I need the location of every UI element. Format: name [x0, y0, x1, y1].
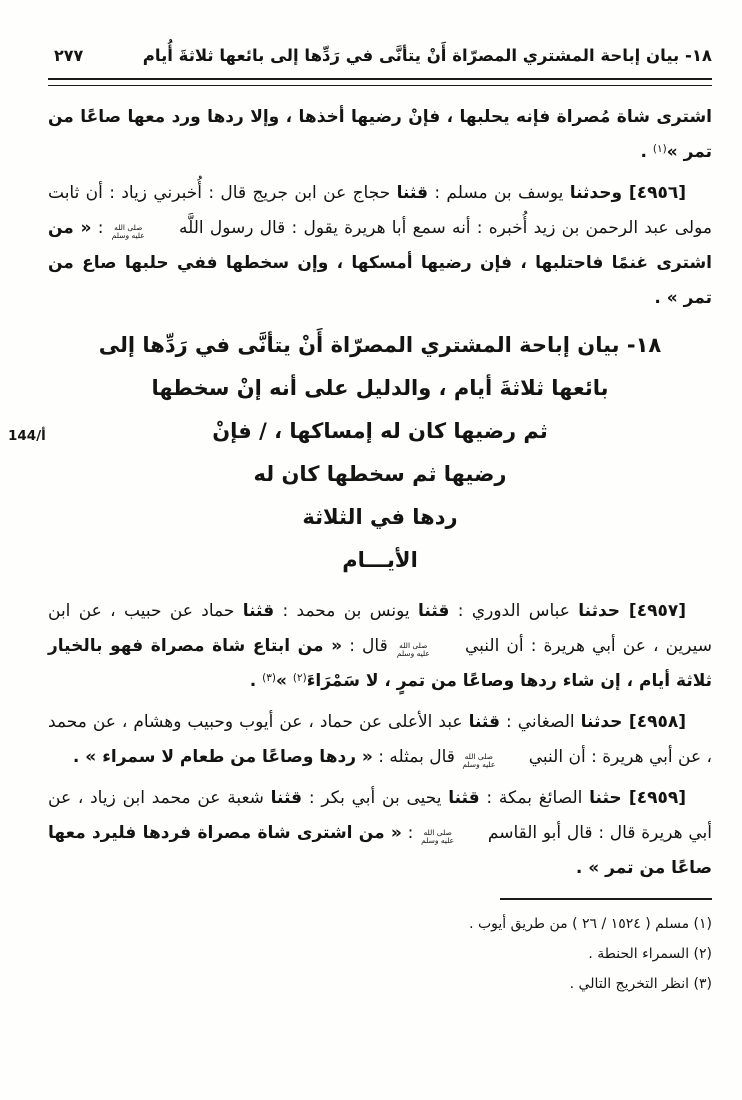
hadith-text-bold: [٤٩٥٦] [622, 183, 686, 203]
hadith-text-bold: » [275, 671, 293, 691]
header-double-rule [48, 78, 712, 86]
honorific-saw-ligature: صلى الله عليه وسلم [462, 751, 496, 769]
isnad-text: حماد عن حبيب ، عن ابن سيرين ، عن أبي هريرة : أن النبي [48, 601, 712, 656]
isnad-text: : [401, 823, 420, 843]
isnad-text: يوسف بن مسلم : [427, 183, 570, 203]
hadith-text-bold: قثنا [417, 601, 450, 621]
hadith-text-bold: « ردها وصاعًا من طعام لا سمراء » . [72, 747, 373, 767]
footnote-separator-rule [500, 898, 712, 900]
hadith-4958 [48, 705, 712, 775]
isnad-text: : [91, 218, 110, 238]
hadith-paragraphs-top [48, 100, 712, 316]
isnad-text: قال بمثله : [372, 747, 461, 767]
section-heading-line: رضيها ثم سخطها كان له [253, 462, 507, 486]
hadith-text-bold: « من اشترى غنمًا فاحتلبها ، فإن رضيها أمسكها ، وإن سخطها ففي حلبها صاع من تمر » . [48, 218, 712, 308]
hadith-text-bold: [٤٩٥٩] [621, 788, 686, 808]
hadith-text-bold: . [249, 671, 263, 691]
hadith-text-bold: قثنا [468, 712, 500, 732]
section-heading-line: الأيـــام [342, 548, 418, 572]
honorific-saw-ligature: صلى الله عليه وسلم [396, 640, 430, 658]
hadith-text-bold: حثنا [589, 788, 622, 808]
hadith-text-bold: قثنا [270, 788, 303, 808]
isnad-text: الصغاني : [499, 712, 581, 732]
hadith-4955-continuation [48, 100, 712, 170]
hadith-4957 [48, 594, 712, 699]
section-heading-line: ١٨- بيان إباحة المشتري المصرّاة أَنْ يتأنَّى في رَدِّها إلى [98, 333, 662, 357]
footnote-item: (٢) السمراء الحنطة . [588, 946, 712, 962]
hadith-text-bold: « من اشترى شاة مصراة فردها فليرد معها صاعًا من تمر » . [48, 823, 712, 878]
hadith-text-bold: قثنا [448, 788, 480, 808]
hadith-text-bold: وحدثنا [569, 183, 623, 203]
section-heading-line: بائعها ثلاثةَ أيام ، والدليل على أنه إنْ سخطها [151, 376, 609, 400]
footnotes [48, 909, 712, 999]
section-heading-line: ثم رضيها كان له إمساكها ، / فإنْ [212, 419, 548, 443]
footnote-reference: (٣) [262, 672, 276, 684]
isnad-text: عباس الدوري : [449, 601, 579, 621]
footnote-reference: (١) [652, 143, 667, 155]
footnote-item: (٣) انظر التخريج التالي . [569, 976, 712, 992]
section-heading-line: ردها في الثلاثة [302, 505, 458, 529]
hadith-text-bold: [٤٩٥٧] [620, 601, 686, 621]
isnad-text: الصائغ بمكة : [479, 788, 590, 808]
page-header [48, 46, 712, 65]
hadith-text-bold: « من ابتاع شاة مصراة فهو بالخيار ثلاثة أيام ، إن شاء ردها وصاعًا من تمرٍ ، لا سَمْرَاءَ [48, 636, 712, 691]
isnad-text: حجاج عن ابن جريج قال : أُخبرني زياد : أن ثابت مولى عبد الرحمن بن زيد أُخبره : أنه سمع أبا هريرة يقول : قال رسول اللَّه [48, 183, 712, 238]
isnad-text: يونس بن محمد : [274, 601, 418, 621]
hadith-text-bold: قثنا [242, 601, 275, 621]
folio-margin-note: أ/144 [8, 428, 46, 444]
hadith-text-bold: اشترى شاة مُصراة فإنه يحلبها ، فإنْ رضيها أخذها ، وإلا ردها ورد معها صاعًا من تمر » [48, 107, 712, 162]
hadith-paragraphs-bottom [48, 594, 712, 886]
hadith-4959 [48, 781, 712, 886]
footnote-reference: (٢) [292, 672, 307, 684]
hadith-text-bold: [٤٩٥٨] [622, 712, 686, 732]
isnad-text: عبد الأعلى عن حماد ، عن أيوب وحبيب وهشام ، عن محمد ، عن أبي هريرة : أن النبي [48, 712, 712, 767]
isnad-text: يحيى بن أبي بكر : [302, 788, 449, 808]
honorific-saw-ligature: صلى الله عليه وسلم [421, 827, 455, 845]
page-number: ٢٧٧ [54, 46, 84, 65]
section-heading [48, 324, 712, 582]
hadith-text-bold: حدثنا [578, 601, 621, 621]
hadith-text-bold: . [640, 142, 653, 162]
hadith-text-bold: قثنا [396, 183, 428, 203]
isnad-text: قال : [342, 636, 395, 656]
footnote-item: (١) مسلم ( ١٥٢٤ / ٢٦ ) من طريق أيوب . [469, 916, 712, 932]
honorific-saw-ligature: صلى الله عليه وسلم [111, 222, 145, 240]
chapter-running-title: ١٨- بيان إباحة المشتري المصرّاة أَنْ يتأنَّى في رَدِّها إلى بائعها ثلاثةَ أُيام [142, 46, 712, 65]
isnad-text: شعبة عن محمد ابن زياد ، عن أبي هريرة قال : قال أبو القاسم [48, 788, 712, 843]
hadith-text-bold: حدثنا [580, 712, 623, 732]
hadith-4956 [48, 176, 712, 316]
